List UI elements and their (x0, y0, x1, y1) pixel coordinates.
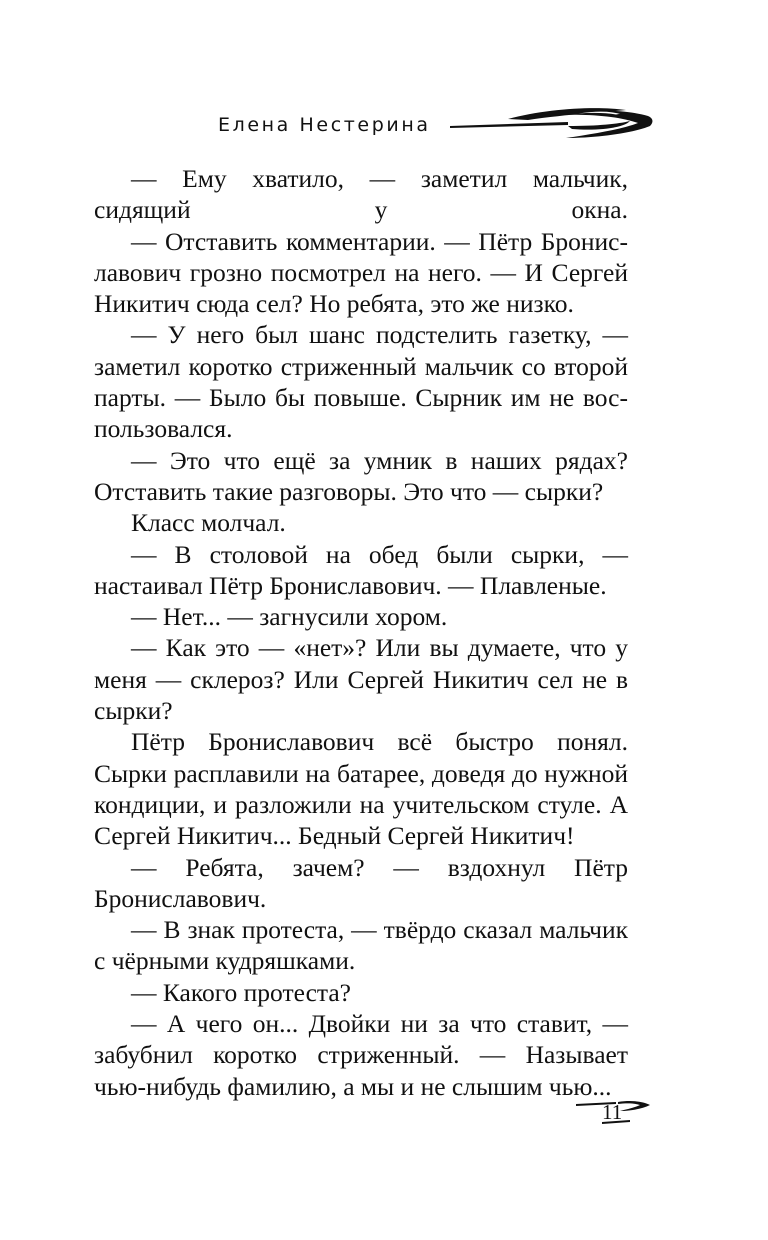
page-footer (572, 1098, 652, 1132)
paragraph: — В столовой на обед были сырки, — настаивал Пётр Брониславович. — Плавленые. (94, 539, 628, 600)
paragraph: — Какого протеста? (131, 977, 351, 1007)
paragraph: — Ему хватило, — заметил мальчик, сидящий у окна. (94, 164, 628, 225)
paragraph: Класс молчал. (131, 508, 286, 538)
paragraph: — В знак протеста, — твёрдо сказал мальчик с чёрными кудряшками. (94, 915, 628, 976)
page-number: 11 (602, 1100, 623, 1124)
author-name: Елена Нестерина (218, 114, 431, 136)
paragraph: — Нет... — загнусили хором. (131, 602, 448, 632)
running-header (0, 104, 768, 144)
paragraph: — У него был шанс подстелить газетку, — заметил коротко стриженный мальчик со второй парты. — Было бы повыше. Сырник им не воспользовался. (94, 320, 628, 444)
body-text (94, 163, 628, 1102)
swoosh-ornament-icon (448, 104, 658, 144)
paragraph: Пётр Брониславович всё быстро понял. Сырки расплавили на батарее, доведя до нужной кондиции, и разложили на учительском стуле. А Сергей Никитич... Бедный Сергей Никитич! (94, 727, 628, 851)
paragraph: — Отставить комментарии. — Пётр Брониславович грозно посмотрел на него. — И Сергей Никитич сюда сел? Но ребята, это же низко. (94, 226, 628, 319)
paragraph: — Как это — «нет»? Или вы думаете, что у меня — склероз? Или Сергей Никитич сел не в сырки? (94, 633, 628, 726)
paragraph: — Ребята, зачем? — вздохнул Пётр Брониславович. (94, 852, 628, 913)
paragraph: — Это что ещё за умник в наших рядах? Отставить такие разговоры. Это что — сырки? (94, 445, 628, 506)
paragraph: — А чего он... Двойки ни за что ставит, — забубнил коротко стриженный. — Называет чью-нибудь фамилию, а мы и не слышим чью... (94, 1009, 628, 1101)
